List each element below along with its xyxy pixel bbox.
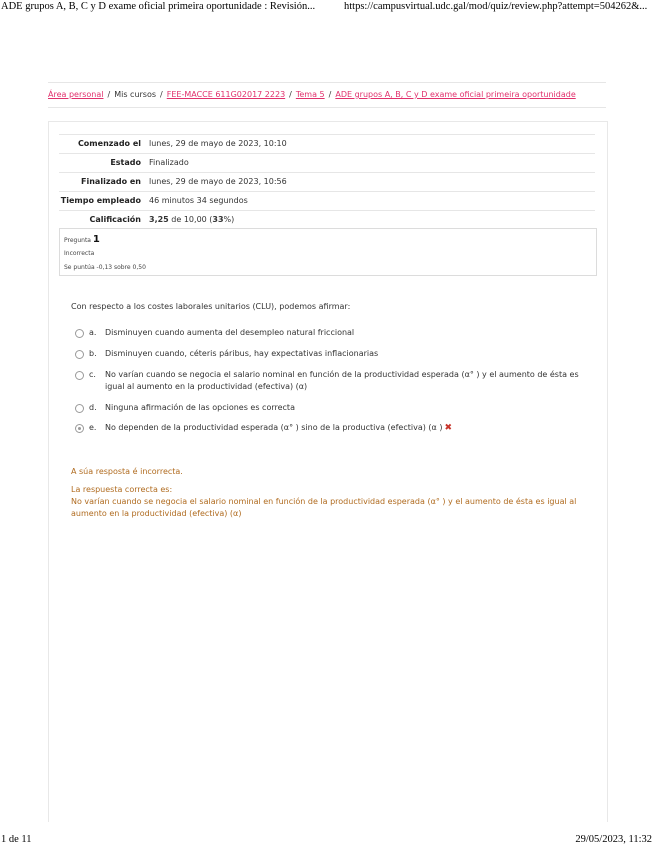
question-label: Pregunta	[64, 237, 91, 244]
answer-option-e	[75, 422, 595, 442]
radio-button[interactable]	[75, 350, 84, 359]
answer-letter: a.	[89, 328, 97, 337]
breadcrumb-home-link[interactable]: Área personal	[48, 90, 104, 99]
breadcrumb-topic-link[interactable]: Tema 5	[295, 90, 325, 99]
grade-mid: de 10,00 (	[171, 215, 213, 224]
answer-text: Disminuyen cuando, céteris páribus, hay expectativas inflacionarias	[105, 349, 379, 358]
radio-button-selected[interactable]	[75, 424, 84, 433]
question-info-box	[59, 228, 597, 276]
summary-label: Finalizado en	[81, 177, 141, 186]
summary-value: Finalizado	[149, 158, 189, 167]
breadcrumb-course-link[interactable]: FEE-MACCE 611G02017 2223	[166, 90, 286, 99]
answer-text: Disminuyen cuando aumenta del desempleo natural friccional	[105, 328, 355, 337]
breadcrumb-separator: /	[107, 90, 111, 99]
question-text: Con respecto a los costes laborales unitarios (CLU), podemos afirmar:	[71, 302, 351, 311]
answer-text: No varían cuando se negocia el salario nominal en función de la productividad esperada (α° ) y el aumento de ésta es igual al aumento en la productividad (efectiva) (α)	[105, 370, 579, 391]
question-number-value: 1	[92, 234, 100, 245]
summary-row-time-taken	[59, 191, 595, 210]
answer-list	[75, 327, 595, 442]
print-url: https://campusvirtual.udc.gal/mod/quiz/review.php?attempt=504262&...	[344, 1, 648, 12]
breadcrumb-quiz-link[interactable]: ADE grupos A, B, C y D exame oficial primeira oportunidade	[335, 90, 576, 99]
answer-option-c	[75, 369, 595, 402]
breadcrumb-separator: /	[289, 90, 292, 99]
summary-row-started	[59, 134, 595, 153]
feedback-right-answer: No varían cuando se negocia el salario nominal en función de la productividad esperada (α° ) y el aumento de ésta es igual al aumento en la productividad (efectiva) (α)	[71, 497, 577, 518]
summary-value: 46 minutos 34 segundos	[149, 196, 248, 205]
quiz-review-main	[48, 121, 608, 822]
summary-label: Calificación	[89, 215, 141, 224]
print-title: ADE grupos A, B, C y D exame oficial primeira oportunidade : Revisión...	[1, 1, 316, 12]
answer-letter: b.	[89, 349, 97, 358]
print-header	[0, 0, 655, 16]
grade-score: 3,25	[149, 215, 169, 224]
grade-percent: 33	[212, 215, 224, 224]
radio-button[interactable]	[75, 371, 84, 380]
answer-option-b	[75, 348, 595, 369]
breadcrumb-my-courses: Mis cursos	[114, 90, 157, 99]
feedback-right-label: La respuesta correcta es:	[71, 485, 173, 494]
grade-end: %)	[223, 215, 235, 224]
summary-label: Estado	[110, 158, 141, 167]
print-footer	[0, 832, 655, 848]
answer-letter: c.	[89, 370, 96, 379]
summary-label: Tiempo empleado	[60, 196, 141, 205]
breadcrumb-separator: /	[160, 90, 163, 99]
summary-value: lunes, 29 de mayo de 2023, 10:10	[149, 139, 287, 148]
summary-row-grade	[59, 210, 595, 230]
question-number	[64, 234, 100, 245]
answer-letter: e.	[89, 423, 97, 432]
answer-option-d	[75, 402, 595, 422]
question-state: Incorrecta	[64, 250, 95, 257]
answer-text-value: No dependen de la productividad esperada (α° ) sino de la productiva (efectiva) (α )	[105, 423, 443, 432]
summary-label: Comenzado el	[77, 139, 141, 148]
summary-value-grade	[149, 214, 595, 226]
radio-button[interactable]	[75, 329, 84, 338]
attempt-summary-table	[59, 134, 595, 230]
print-page-number: 1 de 11	[1, 834, 32, 845]
summary-row-state	[59, 153, 595, 172]
breadcrumb	[48, 82, 606, 108]
summary-row-finished	[59, 172, 595, 191]
answer-option-a	[75, 327, 595, 348]
answer-letter: d.	[89, 403, 97, 412]
answer-text	[105, 422, 595, 434]
print-datetime: 29/05/2023, 11:32	[575, 834, 652, 845]
feedback-incorrect: A súa resposta é incorrecta.	[71, 467, 183, 476]
summary-value: lunes, 29 de mayo de 2023, 10:56	[149, 177, 287, 186]
cross-icon: ✖	[444, 423, 452, 433]
question-grade: Se puntúa -0,13 sobre 0,50	[64, 264, 146, 271]
breadcrumb-separator: /	[328, 90, 332, 99]
radio-button[interactable]	[75, 404, 84, 413]
feedback-box	[71, 466, 591, 520]
answer-text: Ninguna afirmación de las opciones es correcta	[105, 403, 295, 412]
